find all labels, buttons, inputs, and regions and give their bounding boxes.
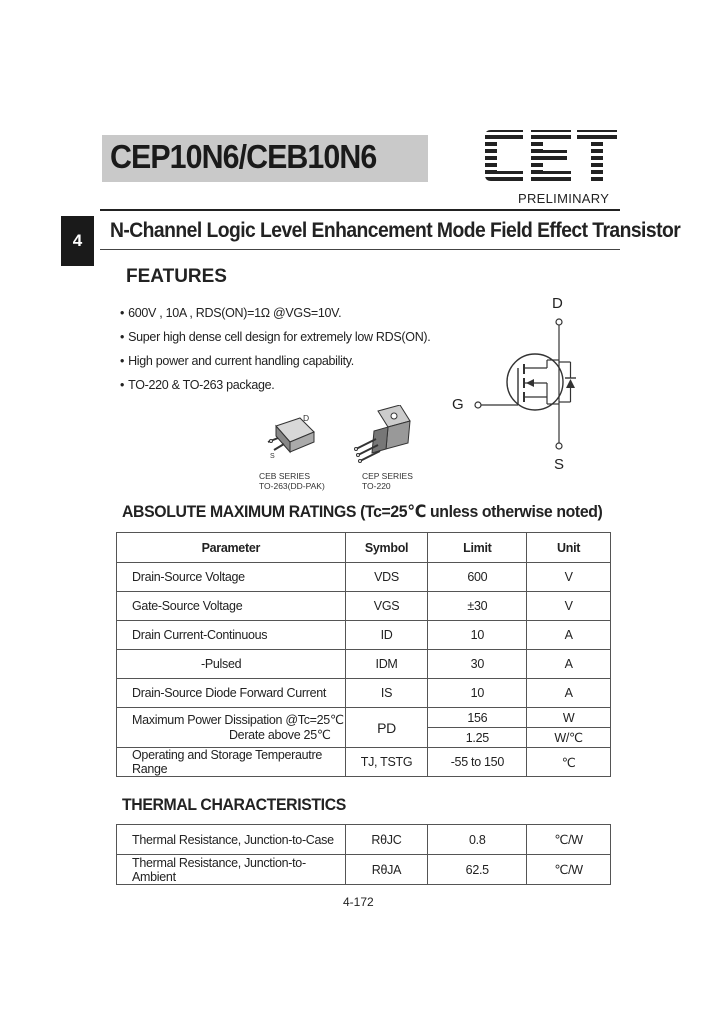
symbol-cell: IS (345, 679, 428, 708)
param-cell: Drain Current-Continuous (117, 621, 346, 650)
abs-max-heading: ABSOLUTE MAXIMUM RATINGS (Tc=25℃ unless otherwise noted) (122, 502, 603, 521)
unit-cell: A (527, 650, 611, 679)
limit-cell: -55 to 150 (428, 748, 527, 777)
limit-cell: 10 (428, 621, 527, 650)
param-line: Derate above 25℃ (228, 727, 331, 742)
feature-item: • TO-220 & TO-263 package. (120, 373, 430, 397)
limit-cell: 156 (428, 708, 527, 728)
param-cell: Operating and Storage Temperautre Range (117, 748, 346, 777)
param-cell: Drain-Source Voltage (117, 563, 346, 592)
features-list (120, 301, 430, 397)
source-label: S (554, 456, 565, 473)
param-cell: Drain-Source Diode Forward Current (117, 679, 346, 708)
unit-cell: A (527, 679, 611, 708)
unit-cell: V (527, 563, 611, 592)
package-pin-label: D (303, 413, 310, 423)
svg-text:S: S (270, 453, 275, 460)
symbol-cell: IDM (345, 650, 428, 679)
table-row (117, 679, 611, 708)
unit-cell: ℃/W (527, 825, 611, 855)
abs-max-table (116, 532, 611, 777)
symbol-cell: RθJA (345, 855, 428, 885)
column-header: Unit (527, 533, 611, 563)
feature-item: • 600V , 10A , RDS(ON)=1Ω @VGS=10V. (120, 301, 430, 325)
drain-label: D (552, 295, 563, 312)
limit-cell: 1.25 (428, 728, 527, 748)
symbol-cell: PD (345, 708, 428, 748)
subtitle-rule (100, 249, 620, 250)
limit-cell: 0.8 (428, 825, 527, 855)
limit-cell: 600 (428, 563, 527, 592)
ceb-series-label: CEB SERIES (259, 471, 311, 481)
logo-text: CET (483, 128, 485, 129)
table-row (117, 855, 611, 885)
cet-logo (483, 128, 619, 186)
mosfet-schematic (445, 290, 585, 480)
to263-package-drawing (262, 412, 322, 470)
cep-package-type: TO-220 (362, 481, 391, 491)
param-line: Maximum Power Dissipation @Tc=25℃ (132, 712, 344, 727)
limit-cell: 30 (428, 650, 527, 679)
symbol-cell: VGS (345, 592, 428, 621)
section-tab: 4 (61, 216, 94, 266)
unit-cell: A (527, 621, 611, 650)
unit-cell: V (527, 592, 611, 621)
unit-cell: ℃/W (527, 855, 611, 885)
limit-cell: 10 (428, 679, 527, 708)
thermal-heading: THERMAL CHARACTERISTICS (122, 795, 346, 814)
column-header: Symbol (345, 533, 428, 563)
features-heading: FEATURES (126, 266, 227, 287)
cep-series-label: CEP SERIES (362, 471, 413, 481)
symbol-cell: TJ, TSTG (345, 748, 428, 777)
part-title: CEP10N6/CEB10N6 (110, 138, 377, 175)
param-cell (117, 708, 346, 748)
feature-item: • Super high dense cell design for extremely low RDS(ON). (120, 325, 430, 349)
table-row (117, 748, 611, 777)
gate-label: G (452, 396, 464, 413)
symbol-cell: VDS (345, 563, 428, 592)
table-row (117, 592, 611, 621)
symbol-cell: RθJC (345, 825, 428, 855)
table-header-row (117, 533, 611, 563)
ceb-package-type: TO-263(DD-PAK) (259, 481, 325, 491)
unit-cell: W (527, 708, 611, 728)
limit-cell: 62.5 (428, 855, 527, 885)
table-row (117, 650, 611, 679)
feature-item: • High power and current handling capability. (120, 349, 430, 373)
param-cell: Thermal Resistance, Junction-to-Case (117, 825, 346, 855)
table-row (117, 621, 611, 650)
header-rule (100, 209, 620, 211)
column-header: Parameter (117, 533, 346, 563)
unit-cell: W/℃ (527, 728, 611, 748)
param-cell: Gate-Source Voltage (117, 592, 346, 621)
page-number: 4-172 (343, 895, 374, 909)
thermal-table (116, 824, 611, 885)
to220-package-drawing (348, 405, 418, 470)
table-row (117, 708, 611, 728)
symbol-cell: ID (345, 621, 428, 650)
column-header: Limit (428, 533, 527, 563)
param-cell: Thermal Resistance, Junction-to-Ambient (117, 855, 346, 885)
limit-cell: ±30 (428, 592, 527, 621)
table-row (117, 825, 611, 855)
device-subtitle: N-Channel Logic Level Enhancement Mode Field Effect Transistor (110, 219, 681, 242)
table-row (117, 563, 611, 592)
unit-cell: ℃ (527, 748, 611, 777)
param-cell: -Pulsed (117, 650, 346, 679)
status-label: PRELIMINARY (518, 191, 610, 206)
